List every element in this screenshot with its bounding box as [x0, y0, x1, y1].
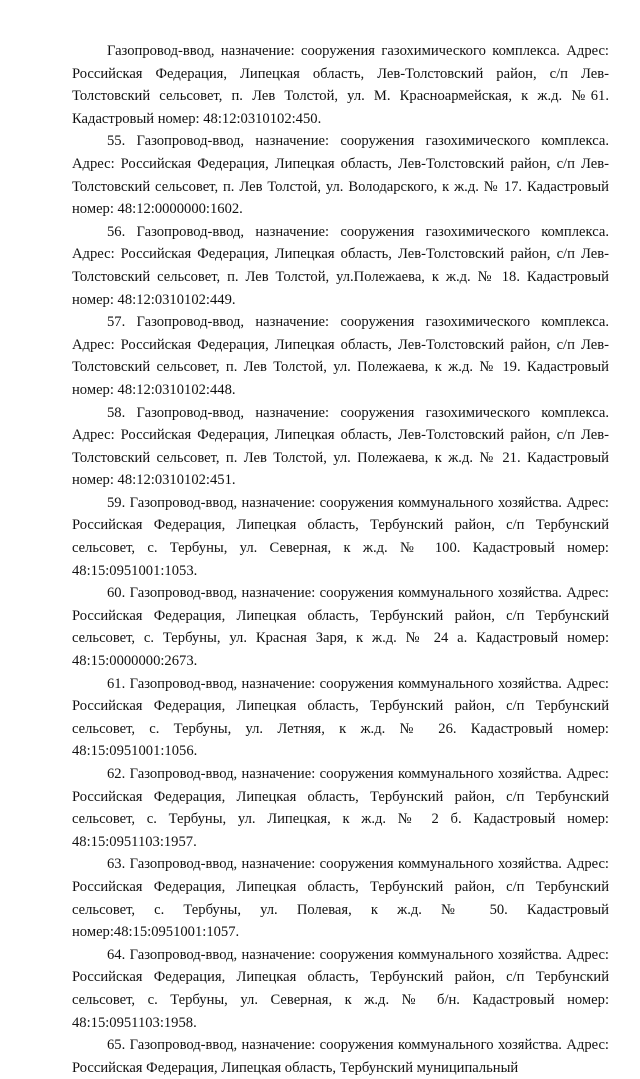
paragraph-item-58: 58. Газопровод-ввод, назначение: сооружения газохимического комплекса. Адрес: Российская Федерация, Липецкая область, Лев-Толстовский район, с/п Лев-Толстовский сельсовет, п. Лев Толстой, ул. Полежаева, к ж.д. № 21. Кадастровый номер: 48:12:0310102:451.: [72, 404, 609, 489]
paragraph-item-65: 65. Газопровод-ввод, назначение: сооружения коммунального хозяйства. Адрес: Российская Федерация, Липецкая область, Тербунский муниципальный: [72, 1037, 609, 1076]
document-page: [72, 40, 609, 1079]
paragraph-item-61: 61. Газопровод-ввод, назначение: сооружения коммунального хозяйства. Адрес: Российская Федерация, Липецкая область, Тербунский район, с/п Тербунский сельсовет, с. Тербуны, ул. Летняя, к ж.д. № 26. Кадастровый номер: 48:15:0951001:1056.: [72, 675, 609, 760]
paragraph-item-56: 56. Газопровод-ввод, назначение: сооружения газохимического комплекса. Адрес: Российская Федерация, Липецкая область, Лев-Толстовский район, с/п Лев-Толстовский сельсовет, п. Лев Толстой, ул.Полежаева, к ж.д. № 18. Кадастровый номер: 48:12:0310102:449.: [72, 223, 609, 308]
paragraph-item-57: 57. Газопровод-ввод, назначение: сооружения газохимического комплекса. Адрес: Российская Федерация, Липецкая область, Лев-Толстовский район, с/п Лев-Толстовский сельсовет, п. Лев Толстой, ул. Полежаева, к ж.д. № 19. Кадастровый номер: 48:12:0310102:448.: [72, 314, 609, 398]
paragraph-item-63: 63. Газопровод-ввод, назначение: сооружения коммунального хозяйства. Адрес: Российская Федерация, Липецкая область, Тербунский район, с/п Тербунский сельсовет, с. Тербуны, ул. Полевая, к ж.д. № 50. Кадастровый номер:48:15:0951001:1057.: [72, 856, 609, 941]
paragraph-item-54-continued: Газопровод-ввод, назначение: сооружения газохимического комплекса. Адрес: Российская Федерация, Липецкая область, Лев-Толстовский район, с/п Лев-Толстовский сельсовет, п. Лев Толстой, ул. М. Красноармейская, к ж.д. №61. Кадастровый номер: 48:12:0310102:450.: [72, 43, 609, 127]
paragraph-item-64: 64. Газопровод-ввод, назначение: сооружения коммунального хозяйства. Адрес: Российская Федерация, Липецкая область, Тербунский район, с/п Тербунский сельсовет, с. Тербуны, ул. Северная, к ж.д. № б/н. Кадастровый номер: 48:15:0951103:1958.: [72, 946, 609, 1031]
paragraph-item-62: 62. Газопровод-ввод, назначение: сооружения коммунального хозяйства. Адрес: Российская Федерация, Липецкая область, Тербунский район, с/п Тербунский сельсовет, с. Тербуны, ул. Липецкая, к ж.д. № 2 б. Кадастровый номер: 48:15:0951103:1957.: [72, 766, 609, 850]
paragraph-item-59: 59. Газопровод-ввод, назначение: сооружения коммунального хозяйства. Адрес: Российская Федерация, Липецкая область, Тербунский район, с/п Тербунский сельсовет, с. Тербуны, ул. Северная, к ж.д. № 100. Кадастровый номер: 48:15:0951001:1053.: [72, 494, 609, 579]
paragraph-item-60: 60. Газопровод-ввод, назначение: сооружения коммунального хозяйства. Адрес: Российская Федерация, Липецкая область, Тербунский район, с/п Тербунский сельсовет, с. Тербуны, ул. Красная Заря, к ж.д. № 24 а. Кадастровый номер: 48:15:0000000:2673.: [72, 585, 609, 670]
paragraph-item-55: 55. Газопровод-ввод, назначение: сооружения газохимического комплекса. Адрес: Российская Федерация, Липецкая область, Лев-Толстовский район, с/п Лев-Толстовский сельсовет, п. Лев Толстой, ул. Володарского, к ж.д. № 17. Кадастровый номер: 48:12:0000000:1602.: [72, 133, 609, 218]
